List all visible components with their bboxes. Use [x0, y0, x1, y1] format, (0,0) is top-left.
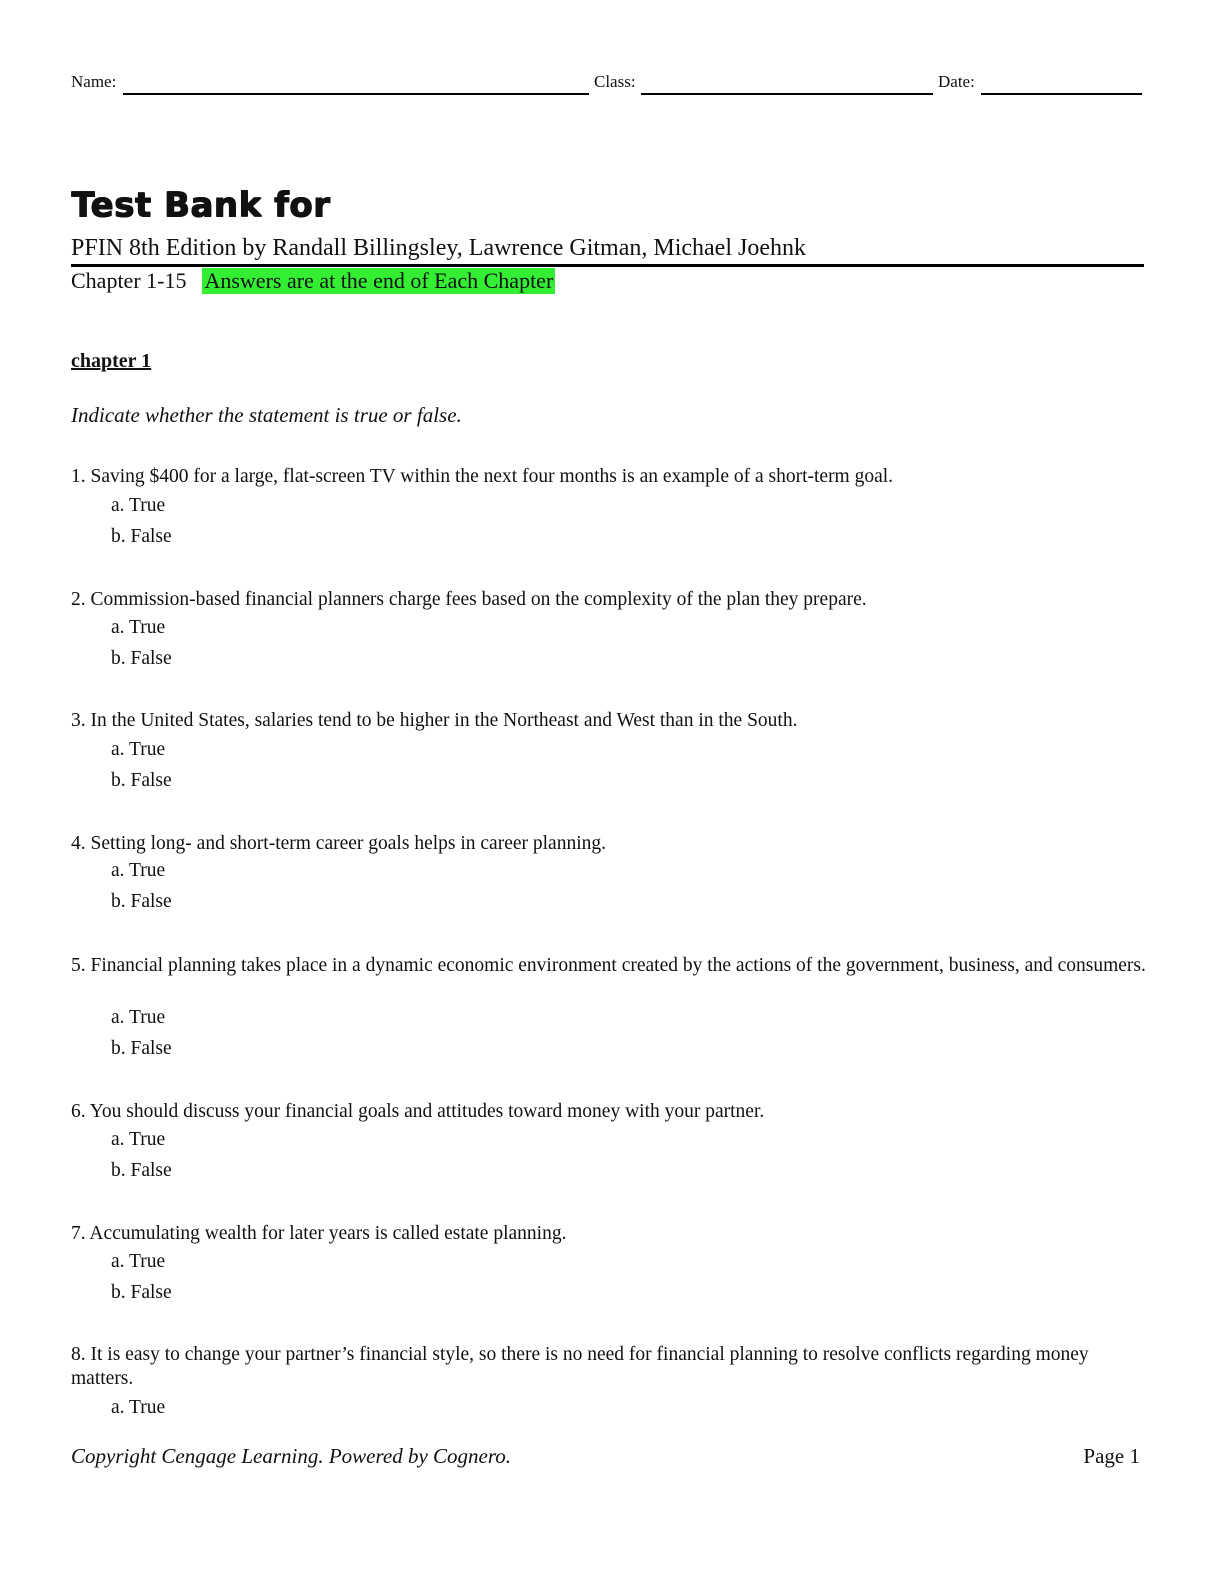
section-instruction: Indicate whether the statement is true or false.: [71, 403, 462, 427]
class-field[interactable]: [641, 93, 933, 95]
answer-option[interactable]: a. True: [111, 860, 166, 881]
answer-option[interactable]: a. True: [111, 1129, 166, 1150]
answer-option[interactable]: a. True: [111, 1007, 166, 1028]
footer-copyright: Copyright Cengage Learning. Powered by Cognero.: [71, 1444, 511, 1468]
answer-option[interactable]: b. False: [111, 1038, 172, 1059]
question-text: 1. Saving $400 for a large, flat-screen TV within the next four months is an example of a short-term goal.: [71, 466, 894, 487]
answer-option[interactable]: a. True: [111, 1397, 166, 1418]
answers-note-highlight: Answers are at the end of Each Chapter: [204, 268, 554, 293]
answer-option[interactable]: a. True: [111, 1251, 166, 1272]
question-text: 7. Accumulating wealth for later years is called estate planning.: [71, 1223, 567, 1244]
answer-option[interactable]: b. False: [111, 648, 172, 669]
question-text: 4. Setting long- and short-term career goals helps in career planning.: [71, 833, 606, 854]
title-divider: [71, 264, 1144, 267]
answer-option[interactable]: b. False: [111, 770, 172, 791]
chapter-range: Chapter 1-15: [71, 268, 187, 293]
page-title: Test Bank for: [71, 185, 330, 225]
answer-option[interactable]: a. True: [111, 739, 166, 760]
answer-option[interactable]: a. True: [111, 495, 166, 516]
date-label: Date:: [938, 72, 975, 91]
date-field[interactable]: [981, 93, 1142, 95]
book-subtitle: PFIN 8th Edition by Randall Billingsley, Lawrence Gitman, Michael Joehnk: [71, 235, 806, 261]
answer-option[interactable]: b. False: [111, 1282, 172, 1303]
question-text: 2. Commission-based financial planners charge fees based on the complexity of the plan they prepare.: [71, 589, 867, 610]
answer-option[interactable]: b. False: [111, 1160, 172, 1181]
header-fields: [71, 72, 1142, 96]
chapter-range-line: [71, 268, 555, 294]
question-text: 3. In the United States, salaries tend to be higher in the Northeast and West than in the South.: [71, 710, 798, 731]
page-number: Page 1: [1083, 1444, 1140, 1468]
question-text: 6. You should discuss your financial goals and attitudes toward money with your partner.: [71, 1101, 765, 1122]
name-label: Name:: [71, 72, 117, 91]
name-field[interactable]: [123, 93, 589, 95]
class-label: Class:: [594, 72, 636, 91]
question-text: 5. Financial planning takes place in a dynamic economic environment created by the actions of the government, business, and consumers.: [71, 955, 1146, 976]
question-text: 8. It is easy to change your partner’s financial style, so there is no need for financial planning to resolve conflicts regarding money matters.: [71, 1344, 1089, 1389]
answer-option[interactable]: b. False: [111, 891, 172, 912]
chapter-heading: chapter 1: [71, 350, 152, 372]
answer-option[interactable]: b. False: [111, 526, 172, 547]
answer-option[interactable]: a. True: [111, 617, 166, 638]
